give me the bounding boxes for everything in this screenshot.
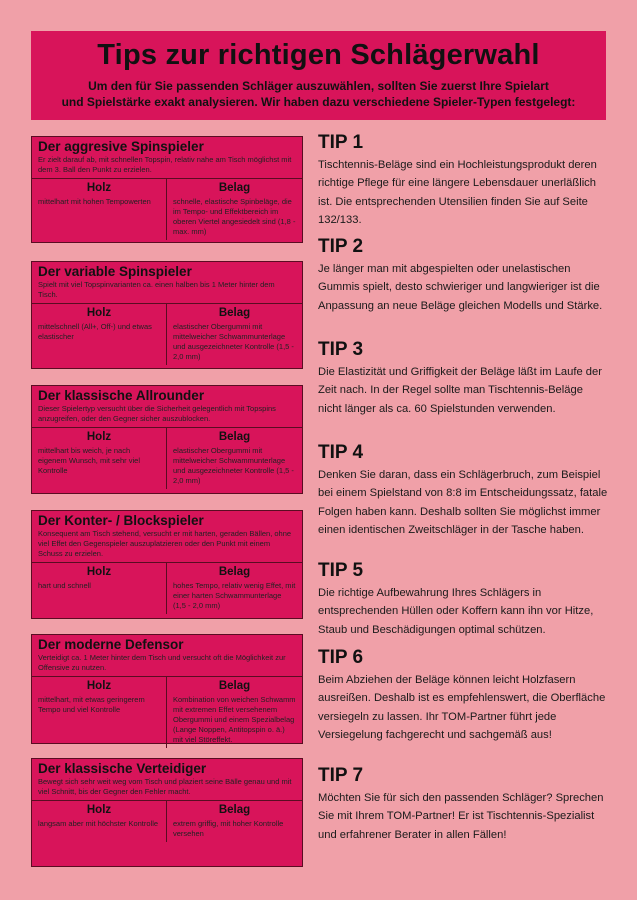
tip-title: TIP 1	[318, 132, 364, 153]
tip-title: TIP 6	[318, 647, 364, 668]
belag-heading: Belag	[218, 804, 251, 816]
player-box-classic-allrounder	[31, 385, 303, 494]
tip-title: TIP 7	[318, 765, 364, 786]
belag-text: elastischer Obergummi mit mittelweicher Schwammunterlage und ausgezeichneter Kontrolle (1,5 - 2,0 mm)	[173, 322, 294, 361]
intro-line-2: und Spielstärke exakt analysieren. Wir haben dazu verschiedene Spieler-Typen festgelegt:	[61, 95, 576, 109]
holz-heading: Holz	[86, 307, 112, 319]
player-title: Der klassische Allrounder	[38, 388, 205, 403]
tip-text: Denken Sie daran, dass ein Schlägerbruch, zum Beispiel bei einem Spielstand von 8:8 im Entscheidungssatz, fatale Folgen haben kann. Deshalb sollten Sie möglichst immer einen identischen Zweitschläger in der Tasche haben.	[318, 469, 608, 536]
belag-column	[167, 304, 302, 365]
player-description: Bewegt sich sehr weit weg vom Tisch und plaziert seine Bälle genau und mit viel Schnitt, bis der Gegner den Fehler macht.	[38, 777, 292, 796]
player-title: Der aggresive Spinspieler	[38, 139, 204, 154]
player-material-table	[32, 676, 302, 748]
player-box-classic-defender	[31, 758, 303, 867]
intro-line-1: Um den für Sie passenden Schläger auszuwählen, sollten Sie zuerst Ihre Spielart	[88, 79, 549, 93]
belag-column	[167, 179, 302, 240]
tip-title: TIP 5	[318, 560, 364, 581]
player-material-table	[32, 562, 302, 614]
holz-heading: Holz	[86, 566, 112, 578]
player-description: Spielt mit viel Topspinvarianten ca. einen halben bis 1 Meter hinter dem Tisch.	[38, 280, 275, 299]
holz-column	[32, 563, 167, 614]
player-description: Er zielt darauf ab, mit schnellen Topspin, relativ nahe am Tisch möglichst mit dem 3. Ball den Punkt zu erzielen.	[38, 155, 292, 174]
player-description: Verteidigt ca. 1 Meter hinter dem Tisch und versucht oft die Möglichkeit zur Offensive zu nutzen.	[38, 653, 286, 672]
player-box-aggressive-spin	[31, 136, 303, 243]
holz-text: mittelhart, mit etwas geringerem Tempo und viel Kontrolle	[38, 695, 145, 714]
player-material-table	[32, 303, 302, 365]
tip-1	[318, 132, 608, 229]
holz-heading: Holz	[86, 182, 112, 194]
belag-text: elastischer Obergummi mit mittelweicher Schwammunterlage und ausgezeichneter Kontrolle (1,5 - 2,0 mm)	[173, 446, 294, 485]
title-banner	[31, 31, 606, 120]
holz-column	[32, 801, 167, 842]
holz-heading: Holz	[86, 431, 112, 443]
tip-4	[318, 442, 608, 539]
tip-text: Die Elastizität und Griffigkeit der Beläge läßt im Laufe der Zeit nach. In der Regel sollte man Tischtennis-Beläge nicht länger als ca. 60 Spielstunden verwenden.	[318, 366, 602, 415]
belag-heading: Belag	[218, 307, 251, 319]
belag-text: hohes Tempo, relativ wenig Effet, mit einer harten Schwammunterlage (1,5 - 2,0 mm)	[173, 581, 296, 610]
holz-column	[32, 677, 167, 748]
holz-heading: Holz	[86, 804, 112, 816]
holz-text: hart und schnell	[38, 581, 91, 590]
player-title: Der moderne Defensor	[38, 637, 184, 652]
tip-title: TIP 2	[318, 236, 364, 257]
tip-2	[318, 236, 608, 315]
player-material-table	[32, 427, 302, 489]
belag-column	[167, 428, 302, 489]
page-title: Tips zur richtigen Schlägerwahl	[97, 39, 540, 71]
tip-6	[318, 647, 608, 744]
holz-heading: Holz	[86, 680, 112, 692]
tip-5	[318, 560, 608, 639]
belag-heading: Belag	[218, 680, 251, 692]
player-box-modern-defensor	[31, 634, 303, 744]
belag-heading: Belag	[218, 182, 251, 194]
holz-column	[32, 428, 167, 489]
tip-text: Beim Abziehen der Beläge können leicht Holzfasern ausreißen. Deshalb ist es empfehlenswert, die Oberfläche versiegeln zu lassen. Ihr TOM-Partner führt jede Versiegelung fachgerecht und sachgemäß aus!	[318, 674, 606, 741]
belag-text: extrem griffig, mit hoher Kontrolle versehen	[173, 819, 284, 838]
player-title: Der klassische Verteidiger	[38, 761, 207, 776]
holz-column	[32, 304, 167, 365]
belag-column	[167, 801, 302, 842]
player-title: Der variable Spinspieler	[38, 264, 192, 279]
holz-text: mittelschnell (All+, Off-) und etwas elastischer	[38, 322, 152, 341]
player-box-variable-spin	[31, 261, 303, 369]
tip-text: Möchten Sie für sich den passenden Schläger? Sprechen Sie mit Ihrem TOM-Partner! Er ist Tischtennis-Spezialist und erfahrener Berater in allen Fällen!	[318, 792, 604, 841]
intro-text	[31, 78, 606, 110]
player-title: Der Konter- / Blockspieler	[38, 513, 204, 528]
tip-title: TIP 4	[318, 442, 364, 463]
tip-3	[318, 339, 608, 418]
player-box-counter-block	[31, 510, 303, 619]
belag-text: schnelle, elastische Spinbeläge, die im Tempo- und Effektbereich im oberen Viertel angesiedelt sind (1,8 - max. mm)	[173, 197, 296, 236]
player-description: Dieser Spielertyp versucht über die Sicherheit gelegentlich mit Topspins anzugreifen, oder den Gegner sicher auszublocken.	[38, 404, 276, 423]
tip-text: Je länger man mit abgespielten oder unelastischen Gummis spielt, desto schwieriger und langwieriger ist die Anpassung an neue Beläge gleichen Modells und Stärke.	[318, 263, 603, 312]
tip-text: Tischtennis-Beläge sind ein Hochleistungsprodukt deren richtige Pflege für eine längere Lebensdauer unerläßlich ist. Die entsprechenden Utensilien finden Sie auf Seite 132/133.	[318, 159, 597, 226]
tip-text: Die richtige Aufbewahrung Ihres Schlägers in entsprechenden Hüllen oder Koffern kann ihn vor Hitze, Staub und Beschädigungen optimal schützen.	[318, 587, 594, 636]
player-description: Konsequent am Tisch stehend, versucht er mit harten, geraden Bällen, ohne viel Effet den Gegenspieler auszuplatzieren oder den Punkt mit einem Schuss zu erzielen.	[38, 529, 292, 558]
holz-text: mittelhart mit hohen Tempowerten	[38, 197, 151, 206]
holz-column	[32, 179, 167, 240]
belag-heading: Belag	[218, 431, 251, 443]
player-material-table	[32, 800, 302, 842]
player-material-table	[32, 178, 302, 240]
belag-column	[167, 563, 302, 614]
belag-text: Kombination von weichen Schwamm mit extremen Effet versehenem Obergummi und einem Spezialbelag (Lange Noppen, Antitopspin o. ä.) mit viel Störeffekt.	[173, 695, 296, 744]
holz-text: langsam aber mit höchster Kontrolle	[38, 819, 159, 828]
belag-column	[167, 677, 302, 748]
tip-title: TIP 3	[318, 339, 364, 360]
holz-text: mittelhart bis weich, je nach eigenem Wunsch, mit sehr viel Kontrolle	[38, 446, 140, 475]
tip-7	[318, 765, 608, 844]
belag-heading: Belag	[218, 566, 251, 578]
